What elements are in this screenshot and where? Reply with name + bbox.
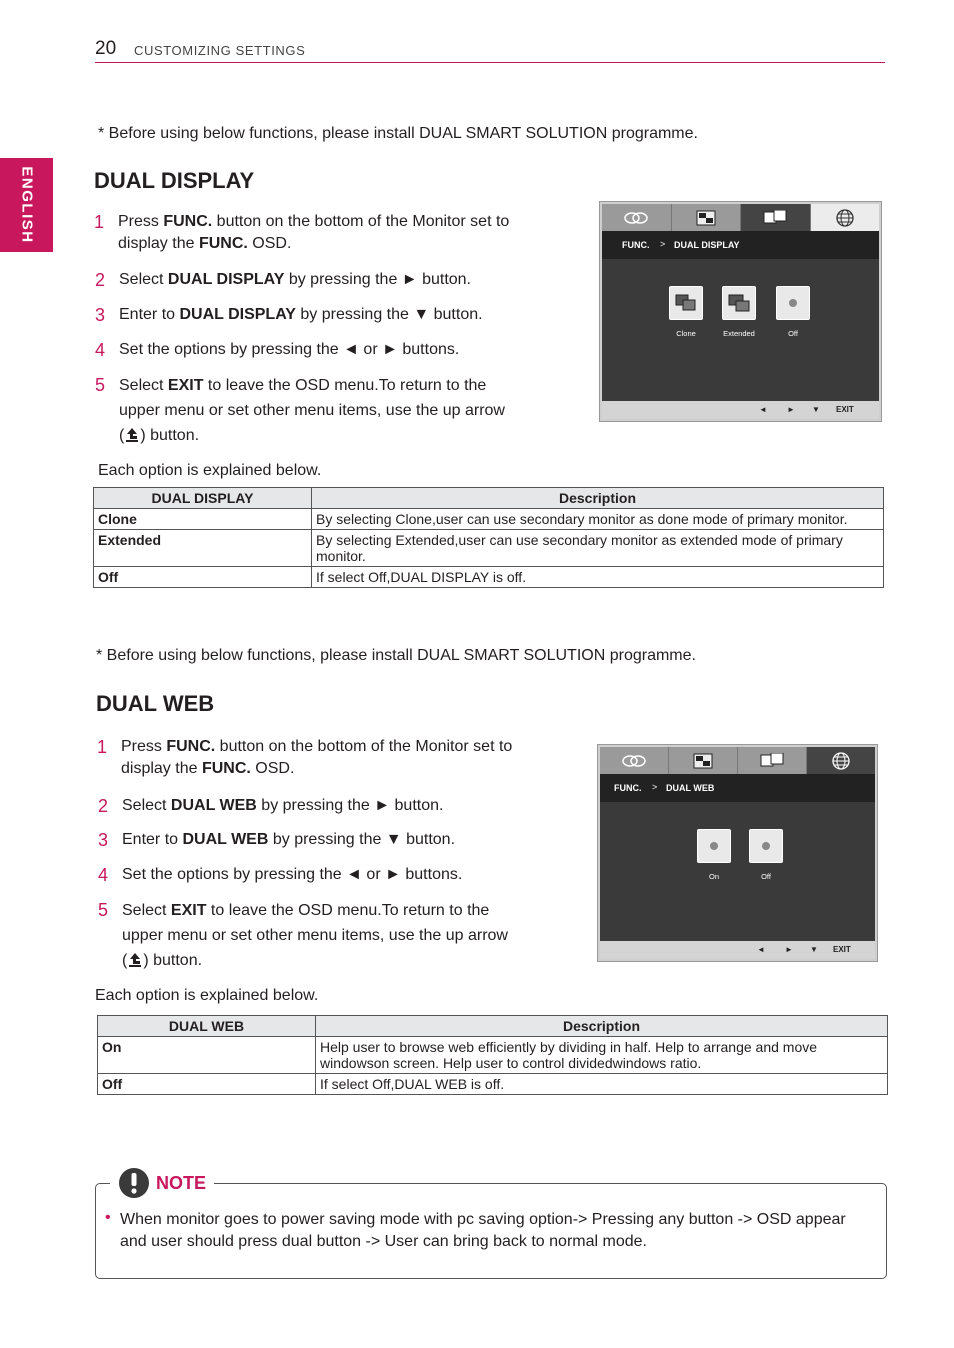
osd-tab-dual-web (807, 747, 875, 774)
table-header-row (98, 1016, 888, 1037)
warning-icon (118, 1167, 150, 1199)
osd-option-label: Off (761, 872, 771, 881)
step-3: 3 Enter to DUAL DISPLAY by pressing the ▼ button. (95, 305, 483, 325)
table-row: Off If select Off,DUAL WEB is off. (98, 1074, 888, 1095)
osd-tab-picture (602, 204, 672, 231)
osd-dual-display (599, 201, 882, 422)
up-arrow-icon (127, 952, 143, 968)
osd-option-label: Off (788, 329, 798, 338)
osd-options-area (600, 802, 875, 942)
osd-option-off[interactable] (776, 286, 810, 320)
dual-display-table (93, 487, 884, 588)
dual-web-table (97, 1015, 888, 1095)
step-4: 4 Set the options by pressing the ◄ or ► buttons. (95, 340, 460, 360)
osd-left-button[interactable]: ◄ (757, 945, 765, 954)
table-header: Description (316, 1016, 888, 1037)
section-heading: CUSTOMIZING SETTINGS (134, 43, 306, 58)
step-5: 5 Select EXIT to leave the OSD menu.To return to the upper menu or set other menu items, use the up arrow ( ) button. (95, 375, 505, 444)
osd-tab-bar (602, 204, 879, 231)
osd-tab-dual-display (738, 747, 807, 774)
table-row: Extended By selecting Extended,user can use secondary monitor as extended mode of primary monitor. (94, 530, 884, 567)
explain-text: Each option is explained below. (95, 987, 319, 1004)
step-2: 2 Select DUAL WEB by pressing the ► button. (98, 796, 444, 816)
osd-option-label: Clone (676, 329, 696, 338)
osd-right-button[interactable]: ► (787, 405, 795, 414)
step-5: 5 Select EXIT to leave the OSD menu.To return to the upper menu or set other menu items, use the up arrow ( ) button. (98, 900, 508, 969)
osd-down-button[interactable]: ▼ (812, 405, 820, 414)
split-screen-icon (693, 753, 713, 769)
osd-footer (602, 401, 879, 419)
step-1: 1 Press FUNC. button on the bottom of the Monitor set to display the FUNC. OSD. (97, 737, 513, 777)
osd-option-extended[interactable] (722, 286, 756, 320)
osd-right-button[interactable]: ► (785, 945, 793, 954)
table-row: Clone By selecting Clone,user can use secondary monitor as done mode of primary monitor. (94, 509, 884, 530)
table-header: Description (312, 488, 884, 509)
osd-option-on[interactable] (697, 829, 731, 863)
table-header-row (94, 488, 884, 509)
osd-exit-button[interactable]: EXIT (833, 945, 851, 954)
osd-dual-web (597, 744, 878, 962)
picture-mode-icon (621, 754, 647, 768)
osd-option-label: Extended (723, 329, 755, 338)
osd-tab-dual-web (811, 204, 880, 231)
page-number: 20 (95, 38, 117, 59)
osd-exit-button[interactable]: EXIT (836, 405, 854, 414)
step-2: 2 Select DUAL DISPLAY by pressing the ► button. (95, 270, 471, 290)
extended-icon (728, 294, 750, 312)
note-text: When monitor goes to power saving mode with pc saving option-> Pressing any button -> OSD appear and user should press dual button -> User can bring back to normal mode. (120, 1211, 846, 1250)
step-1: 1 Press FUNC. button on the bottom of the Monitor set to display the FUNC. OSD. (94, 212, 510, 252)
picture-mode-icon (623, 211, 649, 225)
language-tab: ENGLISH (0, 158, 53, 252)
table-header: DUAL WEB (98, 1016, 316, 1037)
dual-display-icon (760, 753, 784, 769)
osd-tab-bar (600, 747, 875, 774)
osd-option-label: On (708, 872, 719, 881)
install-notice: * Before using below functions, please install DUAL SMART SOLUTION programme. (98, 125, 698, 142)
explain-text: Each option is explained below. (98, 462, 322, 479)
osd-footer (600, 941, 875, 959)
osd-tab-reader (669, 747, 738, 774)
note-label: NOTE (156, 1172, 207, 1193)
off-dot-icon (760, 840, 772, 852)
osd-option-clone[interactable] (669, 286, 703, 320)
osd-breadcrumb: FUNC. > DUAL DISPLAY (602, 231, 879, 259)
osd-left-button[interactable]: ◄ (759, 405, 767, 414)
install-notice: * Before using below functions, please install DUAL SMART SOLUTION programme. (96, 647, 696, 664)
header-divider (95, 62, 885, 63)
up-arrow-icon (124, 427, 140, 443)
osd-options-area (602, 259, 879, 402)
step-3: 3 Enter to DUAL WEB by pressing the ▼ button. (98, 830, 456, 850)
osd-tab-dual-display (741, 204, 811, 231)
table-row: On Help user to browse web efficiently by dividing in half. Help to arrange and move windowson screen. Help user to control dividedwindows ratio. (98, 1037, 888, 1074)
osd-down-button[interactable]: ▼ (810, 945, 818, 954)
clone-icon (675, 294, 697, 312)
osd-tab-picture (600, 747, 669, 774)
osd-tab-reader (672, 204, 742, 231)
dual-display-icon (763, 210, 787, 226)
globe-icon (835, 208, 855, 228)
osd-option-off[interactable] (749, 829, 783, 863)
table-row: Off If select Off,DUAL DISPLAY is off. (94, 567, 884, 588)
note-header (110, 1166, 214, 1200)
split-screen-icon (696, 210, 716, 226)
table-header: DUAL DISPLAY (94, 488, 312, 509)
dual-display-title: DUAL DISPLAY (94, 168, 255, 193)
osd-breadcrumb: FUNC. > DUAL WEB (600, 774, 875, 802)
off-dot-icon (787, 297, 799, 309)
globe-icon (831, 751, 851, 771)
step-4: 4 Set the options by pressing the ◄ or ► buttons. (98, 865, 463, 885)
on-dot-icon (708, 840, 720, 852)
dual-web-title: DUAL WEB (96, 691, 215, 716)
bullet: • (105, 1209, 111, 1226)
